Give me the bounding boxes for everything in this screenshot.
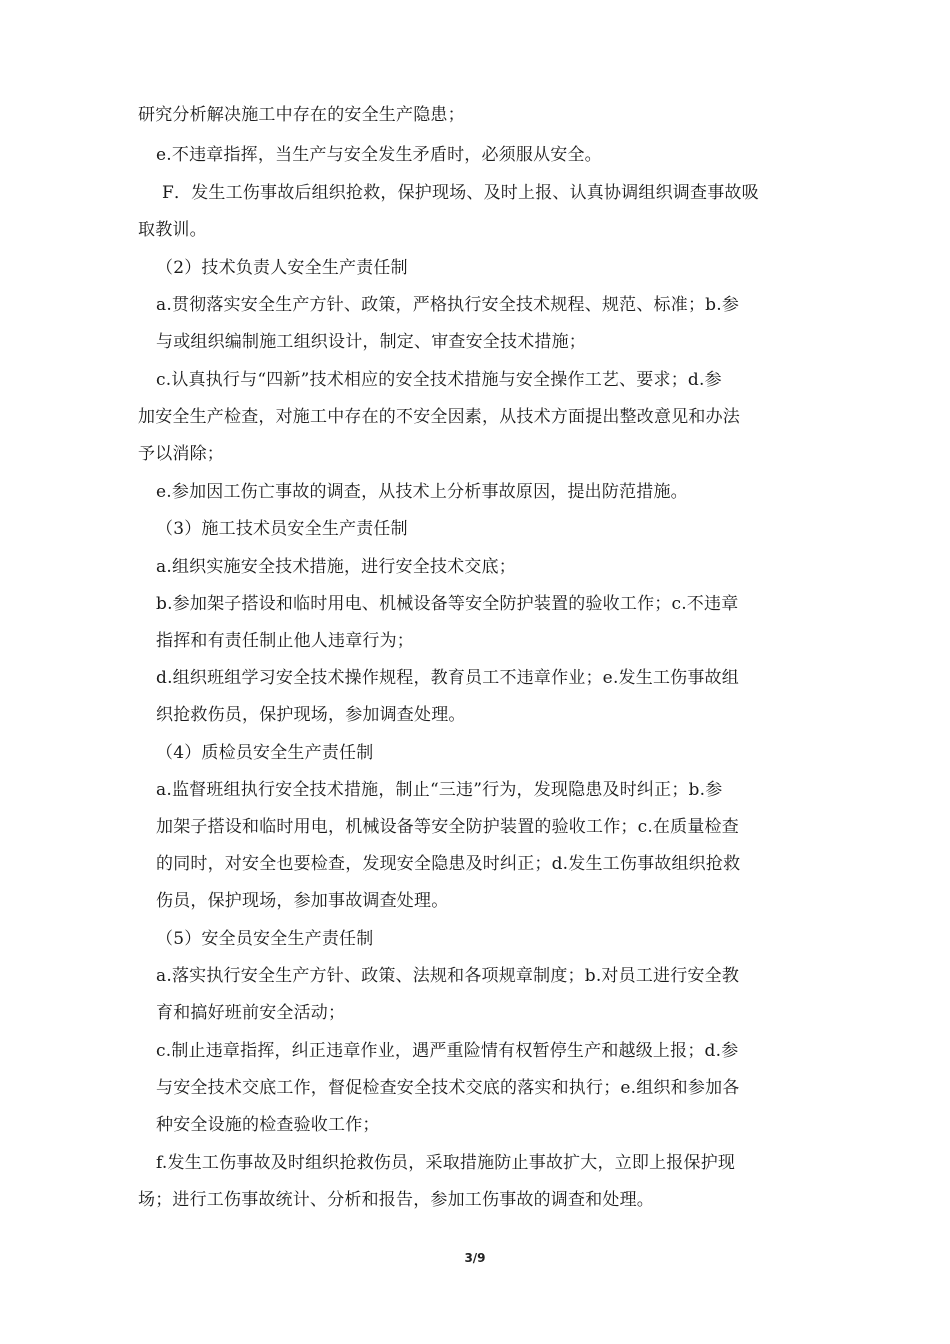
text-line: 加架子搭设和临时用电，机械设备等安全防护装置的验收工作；c.在质量检查 (156, 817, 739, 837)
text-line: 与或组织编制施工组织设计，制定、审查安全技术措施； (156, 332, 586, 352)
text-line: 种安全设施的检查验收工作； (156, 1115, 380, 1135)
text-line: a.贯彻落实安全生产方针、政策，严格执行安全技术规程、规范、标准；b.参 (156, 295, 740, 315)
text-line: 的同时，对安全也要检查，发现安全隐患及时纠正；d.发生工伤事故组织抢救 (156, 854, 741, 874)
text-line: 伤员，保护现场，参加事故调查处理。 (156, 891, 449, 911)
text-line: c.认真执行与“四新”技术相应的安全技术措施与安全操作工艺、要求；d.参 (156, 370, 722, 390)
text-line: 场；进行工伤事故统计、分析和报告，参加工伤事故的调查和处理。 (138, 1190, 654, 1210)
section-heading: （4）质检员安全生产责任制 (156, 743, 374, 763)
text-line: b.参加架子搭设和临时用电、机械设备等安全防护装置的验收工作；c.不违章 (156, 594, 739, 614)
text-line: a.监督班组执行安全技术措施，制止“三违”行为，发现隐患及时纠正；b.参 (156, 780, 723, 800)
text-line: F．发生工伤事故后组织抢救，保护现场、及时上报、认真协调组织调查事故吸 (162, 183, 759, 203)
text-line: 取教训。 (138, 220, 207, 240)
text-line: f.发生工伤事故及时组织抢救伤员，采取措施防止事故扩大，立即上报保护现 (156, 1153, 736, 1173)
text-line: 织抢救伤员，保护现场，参加调查处理。 (156, 705, 466, 725)
text-line: 育和搞好班前安全活动； (156, 1003, 346, 1023)
text-line: 指挥和有责任制止他人违章行为； (156, 631, 414, 651)
page-number: 3/9 (464, 1251, 486, 1265)
text-line: 加安全生产检查，对施工中存在的不安全因素，从技术方面提出整改意见和办法 (138, 407, 740, 427)
text-line: 予以消除； (138, 444, 224, 464)
text-line: a.落实执行安全生产方针、政策、法规和各项规章制度；b.对员工进行安全教 (156, 966, 740, 986)
text-line: e.参加因工伤亡事故的调查，从技术上分析事故原因，提出防范措施。 (156, 482, 688, 502)
section-heading: （5）安全员安全生产责任制 (156, 929, 374, 949)
text-line: 研究分析解决施工中存在的安全生产隐患； (138, 105, 465, 125)
text-line: c.制止违章指挥，纠正违章作业，遇严重险情有权暂停生产和越级上报；d.参 (156, 1041, 739, 1061)
section-heading: （2）技术负责人安全生产责任制 (156, 258, 408, 278)
text-line: d.组织班组学习安全技术操作规程，教育员工不违章作业；e.发生工伤事故组 (156, 668, 739, 688)
section-heading: （3）施工技术员安全生产责任制 (156, 519, 408, 539)
text-line: e.不违章指挥，当生产与安全发生矛盾时，必须服从安全。 (156, 145, 602, 165)
text-line: a.组织实施安全技术措施，进行安全技术交底； (156, 557, 516, 577)
text-line: 与安全技术交底工作，督促检查安全技术交底的落实和执行；e.组织和参加各 (156, 1078, 740, 1098)
